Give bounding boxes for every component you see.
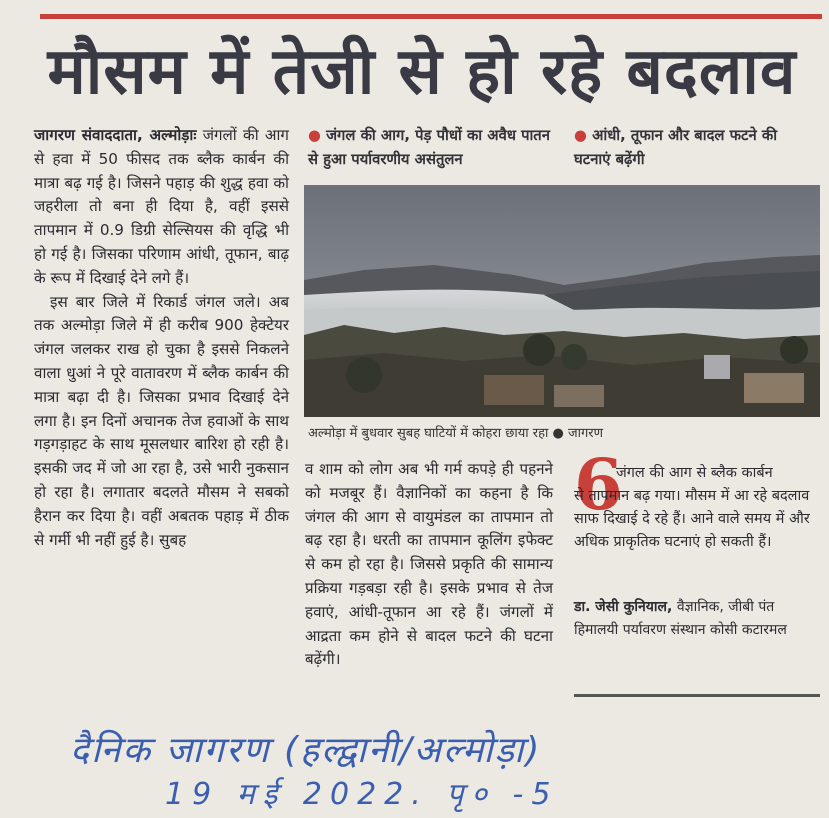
quote-first-line: जंगल की आग से ब्लैक कार्बन [616,465,773,481]
quote-mark-icon: 6 [574,443,623,526]
paragraph-1-text: जंगलों की आग से हवा में 50 फीसद तक ब्लैक कार्बन की मात्रा बढ़ गई है। जिसने पहाड़ की शुद्ध हवा को जहरीला तो बना ही दिया है, वहीं इससे तापमान में 0.9 डिग्री सेल्सियस की वृद्धि भी हो गई है। जिसका परिणाम आंधी, तूफान, बाढ़ के रूप में दिखाई देने लगे हैं। [34,126,289,287]
subheading-1 [308,124,558,172]
pull-quote [574,462,820,554]
article-column-1 [34,124,289,552]
quote-rest: से तापमान बढ़ गया। मौसम में आ रहे बदलाव साफ दिखाई दे रहे हैं। आने वाले समय में और अधिक प्राकृतिक घटनाएं हो सकती हैं। [574,488,810,550]
article-paragraph-2: इस बार जिले में रिकार्ड जंगल जले। अब तक अल्मोड़ा जिले में ही करीब 900 हेक्टेयर जंगल जलकर राख हो चुका है इससे निकलने वाला धुआं ने पूरे वातावरण में ब्लैक कार्बन की मात्रा बढ़ा दी है। जिसका प्रभाव दिखाई देने लगा है। इन दिनों अचानक तेज हवाओं के साथ गड़गड़ाहट के साथ मूसलधार बारिश हो रही है। इसकी जद में जो आ रहा है, उसे भारी नुकसान हो रहा है। लगातार बदलते मौसम ने सबको हैरान कर दिया है। वहीं अबतक पहाड़ में ठीक से गर्मी भी नहीं हुई है। सुबह [34,292,289,549]
bullet-icon: ● [574,127,587,144]
caption-text: अल्मोड़ा में बुधवार सुबह घाटियों में कोहरा छाया रहा [308,426,549,441]
headline: मौसम में तेजी से हो रहे बदलाव [47,35,797,109]
handwritten-date: 19 मई 2022. पृ० -5 [165,777,559,812]
subheading-2 [574,124,814,172]
quote-author-desc: वैज्ञानिक, जीबी पंत हिमालयी पर्यावरण संस्थान कोसी कटारमल [574,599,787,638]
valley-fog-photo [304,185,820,417]
handwritten-source: दैनिक जागरण (हल्द्वानी/अल्मोड़ा) [70,730,542,771]
subheading-1-text: जंगल की आग, पेड़ पौधों का अवैध पातन से हुआ पर्यावरणीय असंतुलन [308,127,550,168]
photo-caption [308,424,818,444]
quote-author-name: डा. जेसी कुनियाल, [574,599,673,615]
caption-credit: ● जागरण [552,426,604,441]
article-column-2: व शाम को लोग अब भी गर्म कपड़े ही पहनने को मजबूर हैं। वैज्ञानिकों का कहना है कि जंगल की आग से वायुमंडल का तापमान तो बढ़ रहा है। धरती का तापमान कूलिंग इफेक्ट से कम हो रहा है। जिससे प्रकृति की सामान्य प्रक्रिया गड़बड़ा रही है। इसके प्रभाव से तेज हवाएं, आंधी-तूफान आ रहे हैं। जंगलों में आद्रता कम होने से बादल फटने की घटना बढ़ेंगी। [305,460,553,669]
bullet-icon: ● [308,127,321,144]
top-red-rule [40,14,822,19]
article-paragraph-1 [34,124,289,291]
dateline: जागरण संवाददाता, अल्मोड़ाः [34,126,197,144]
quote-bottom-rule [574,694,820,697]
quote-author [574,596,820,642]
subheading-2-text: आंधी, तूफान और बादल फटने की घटनाएं बढ़ेंगी [574,127,778,168]
